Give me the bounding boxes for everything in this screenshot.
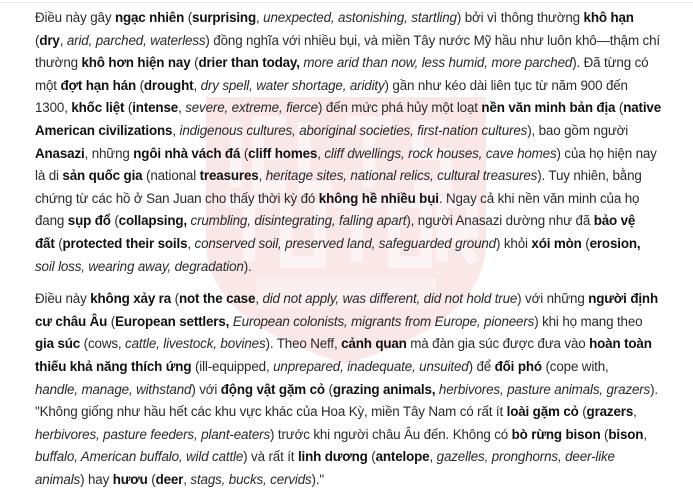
bold-term: ngôi nhà vách đá — [133, 145, 241, 161]
bold-term: grazers — [586, 404, 634, 420]
text-run: đang — [35, 213, 68, 229]
italic-synonyms: arid, parched, waterless — [66, 32, 206, 48]
text-run: ( — [184, 10, 193, 25]
bold-term: protected their soils — [62, 235, 188, 251]
text-run: ( — [190, 55, 199, 71]
bold-term: drought — [143, 77, 194, 93]
bold-term: linh dương — [297, 449, 368, 465]
text-run: (national — [142, 168, 200, 184]
italic-synonyms: buffalo, American buffalo, wild cattle — [35, 449, 244, 465]
italic-synonyms: European colonists, migrants from Europe, pioneers — [232, 313, 535, 329]
text-line — [35, 143, 675, 166]
text-run: Điều này — [35, 291, 91, 307]
bold-term: intense — [132, 100, 179, 116]
bold-term: native — [623, 100, 662, 116]
bold-term: drier than today, — [198, 55, 300, 71]
text-run: ). Đã từng có — [572, 55, 649, 71]
text-run: , — [172, 122, 180, 138]
bold-term: dry — [39, 32, 60, 48]
text-run: ) để — [468, 358, 495, 374]
text-run: ). Tuy nhiên, bằng — [537, 168, 642, 184]
text-run: , — [643, 426, 647, 442]
text-run: ) gần như kéo dài liên tục từ năm 900 đến — [384, 77, 628, 93]
italic-synonyms: conserved soil, preserved land, safeguarded ground — [194, 235, 496, 251]
bold-term: European settlers, — [115, 313, 230, 329]
text-line — [35, 256, 675, 279]
text-line — [35, 446, 675, 469]
text-run: ( — [110, 213, 119, 229]
italic-synonyms: cliff dwellings, rock houses, cave homes — [324, 145, 557, 161]
italic-synonyms: gazelles, pronghorns, deer-like — [436, 449, 615, 465]
text-run: ), người Anasazi dường như đã — [406, 213, 594, 229]
bold-term: bison — [608, 426, 644, 442]
bold-term: treasures — [199, 168, 259, 184]
text-run: ( — [171, 291, 179, 307]
text-line — [35, 469, 675, 492]
italic-synonyms: soil loss, wearing away, degradation — [35, 258, 244, 274]
italic-synonyms: herbivores, pasture animals, grazers — [438, 381, 651, 397]
text-run: ). — [650, 381, 658, 397]
text-run: (cope with, — [541, 358, 609, 374]
text-run: ( — [136, 77, 144, 93]
bold-term: deer — [155, 471, 184, 487]
bold-term: xói mòn — [531, 235, 582, 251]
text-run: , — [193, 77, 201, 93]
text-line — [35, 7, 675, 30]
text-run: ( — [581, 235, 590, 251]
text-run: , — [187, 235, 195, 251]
text-run: là di — [35, 168, 63, 184]
bold-term: cư châu Âu — [35, 313, 108, 329]
bold-term: antelope — [375, 449, 430, 465]
bold-term: đối phó — [494, 358, 542, 374]
bold-term: cliff homes — [248, 145, 318, 161]
bold-term: ngạc nhiên — [114, 10, 185, 25]
text-run: ( — [324, 381, 333, 397]
text-run: 1300, — [35, 100, 72, 116]
bold-term: sản quốc gia — [62, 168, 143, 184]
text-run: ( — [367, 449, 376, 465]
text-line — [35, 120, 675, 143]
text-run: ( — [54, 235, 63, 251]
italic-synonyms: herbivores, pasture feeders, plant-eaters — [35, 426, 271, 442]
text-run: ( — [615, 100, 624, 116]
document-body — [35, 7, 675, 501]
bold-term: đất — [35, 235, 55, 251]
text-run: ) và rất ít — [243, 449, 298, 465]
italic-synonyms: more arid than now, less humid, more parched — [303, 55, 573, 71]
text-run: ( — [147, 471, 156, 487]
italic-synonyms: did not apply, was different, did not hold true — [262, 291, 518, 307]
text-run: ) với những — [517, 291, 589, 307]
text-line — [35, 30, 675, 53]
text-line — [35, 75, 675, 98]
text-run: , — [59, 32, 67, 48]
text-run: , — [633, 404, 637, 420]
text-run: , — [317, 145, 325, 161]
text-line — [35, 165, 675, 188]
text-run: ( — [600, 426, 609, 442]
text-run: ) khỏi — [495, 235, 532, 251]
bold-term: bò rừng bison — [511, 426, 601, 442]
text-run: "Không giống như hầu hết các khu vực khác của Hoa Kỳ, miền Tây Nam có rất ít — [35, 404, 507, 420]
text-line — [35, 311, 675, 334]
top-divider — [0, 2, 693, 3]
text-line — [35, 52, 675, 75]
text-line — [35, 288, 675, 311]
italic-synonyms: indigenous cultures, aboriginal societies, first-nation cultures — [179, 122, 528, 138]
text-run: . Ngay cả khi nền văn minh của họ — [438, 190, 640, 206]
bold-term: loài gặm cỏ — [506, 404, 579, 420]
bold-term: thiếu khả năng thích ứng — [35, 358, 192, 374]
text-run: một — [35, 77, 61, 93]
text-run: , — [429, 449, 437, 465]
italic-synonyms: unexpected, astonishing, startling — [263, 10, 457, 25]
bold-term: bảo vệ — [593, 213, 636, 229]
bold-term: collapsing, — [118, 213, 187, 229]
text-run: , — [258, 168, 266, 184]
text-run: ( — [240, 145, 249, 161]
text-run: chứng từ các hồ ở San Juan cho thấy thời kỳ đó — [35, 190, 319, 206]
bold-term: người định — [588, 291, 658, 307]
italic-synonyms: heritage sites, national relics, cultural treasures — [265, 168, 538, 184]
bold-term: American civilizations — [35, 122, 173, 138]
text-run: ), bao gồm người — [527, 122, 629, 138]
text-run: ( — [578, 404, 587, 420]
italic-synonyms: stags, bucks, cervids — [190, 471, 312, 487]
text-run: ) đồng nghĩa với nhiều bụi, và miền Tây nước Mỹ hầu như luôn khô—thậm chí — [205, 32, 660, 48]
text-line — [35, 188, 675, 211]
bold-term: hươu — [112, 471, 148, 487]
italic-synonyms: handle, manage, withstand — [35, 381, 192, 397]
bold-term: not the case — [178, 291, 256, 307]
text-run: mà đàn gia súc được đưa vào — [406, 336, 590, 352]
text-run: )." — [311, 471, 325, 487]
bold-term: nền văn minh bản địa — [481, 100, 616, 116]
text-run: ) đến mức phá hủy một loạt — [317, 100, 482, 116]
bold-term: erosion, — [589, 235, 641, 251]
text-line — [35, 401, 675, 424]
text-run: ) trước khi người châu Âu đến. Không có — [270, 426, 512, 442]
text-run: ) khi họ mang theo — [534, 313, 643, 329]
text-run: , — [183, 471, 191, 487]
text-line — [35, 356, 675, 379]
text-line — [35, 424, 675, 447]
text-run: Điều này gây — [35, 10, 115, 25]
bold-term: hoàn toàn — [589, 336, 652, 352]
text-run: thường — [35, 55, 82, 71]
text-run: ) bởi vì thông thường — [456, 10, 584, 25]
bold-term: cảnh quan — [341, 336, 407, 352]
italic-synonyms: severe, extreme, fierce — [185, 100, 318, 116]
text-run: ). Theo Neff, — [265, 336, 342, 352]
text-line — [35, 333, 675, 356]
bold-term: surprising — [192, 10, 256, 25]
bold-term: khô hơn hiện nay — [81, 55, 191, 71]
text-run: , — [256, 10, 264, 25]
italic-synonyms: unprepared, inadequate, unsuited — [273, 358, 469, 374]
text-run: ) của họ hiện nay — [556, 145, 657, 161]
text-line — [35, 233, 675, 256]
text-run: ( — [35, 32, 40, 48]
text-run: (cows, — [80, 336, 126, 352]
text-run: ( — [107, 313, 116, 329]
bold-term: sụp đổ — [67, 213, 111, 229]
bold-term: khốc liệt — [71, 100, 125, 116]
italic-synonyms: crumbling, disintegrating, falling apart — [190, 213, 407, 229]
text-run: ) hay — [80, 471, 113, 487]
bold-term: khô hạn — [583, 10, 634, 25]
bold-term: không hề nhiều bụi — [318, 190, 439, 206]
italic-synonyms: cattle, livestock, bovines — [125, 336, 266, 352]
paragraph-1 — [35, 7, 675, 278]
italic-synonyms: animals — [35, 471, 81, 487]
text-run: (ill-equipped, — [191, 358, 274, 374]
text-run: ). — [243, 258, 252, 274]
text-line — [35, 97, 675, 120]
bold-term: không xảy ra — [90, 291, 172, 307]
bold-term: đợt hạn hán — [60, 77, 137, 93]
text-line — [35, 210, 675, 233]
text-run: , những — [84, 145, 134, 161]
text-run: , — [255, 291, 263, 307]
bold-term: Anasazi — [35, 145, 85, 161]
bold-term: gia súc — [35, 336, 81, 352]
text-run: , — [178, 100, 186, 116]
text-run: ) với — [191, 381, 221, 397]
italic-synonyms: dry spell, water shortage, aridity — [200, 77, 385, 93]
text-line — [35, 379, 675, 402]
bold-term: động vật gặm cỏ — [220, 381, 325, 397]
paragraph-2 — [35, 288, 675, 491]
text-run: ( — [124, 100, 133, 116]
bold-term: grazing animals, — [332, 381, 436, 397]
